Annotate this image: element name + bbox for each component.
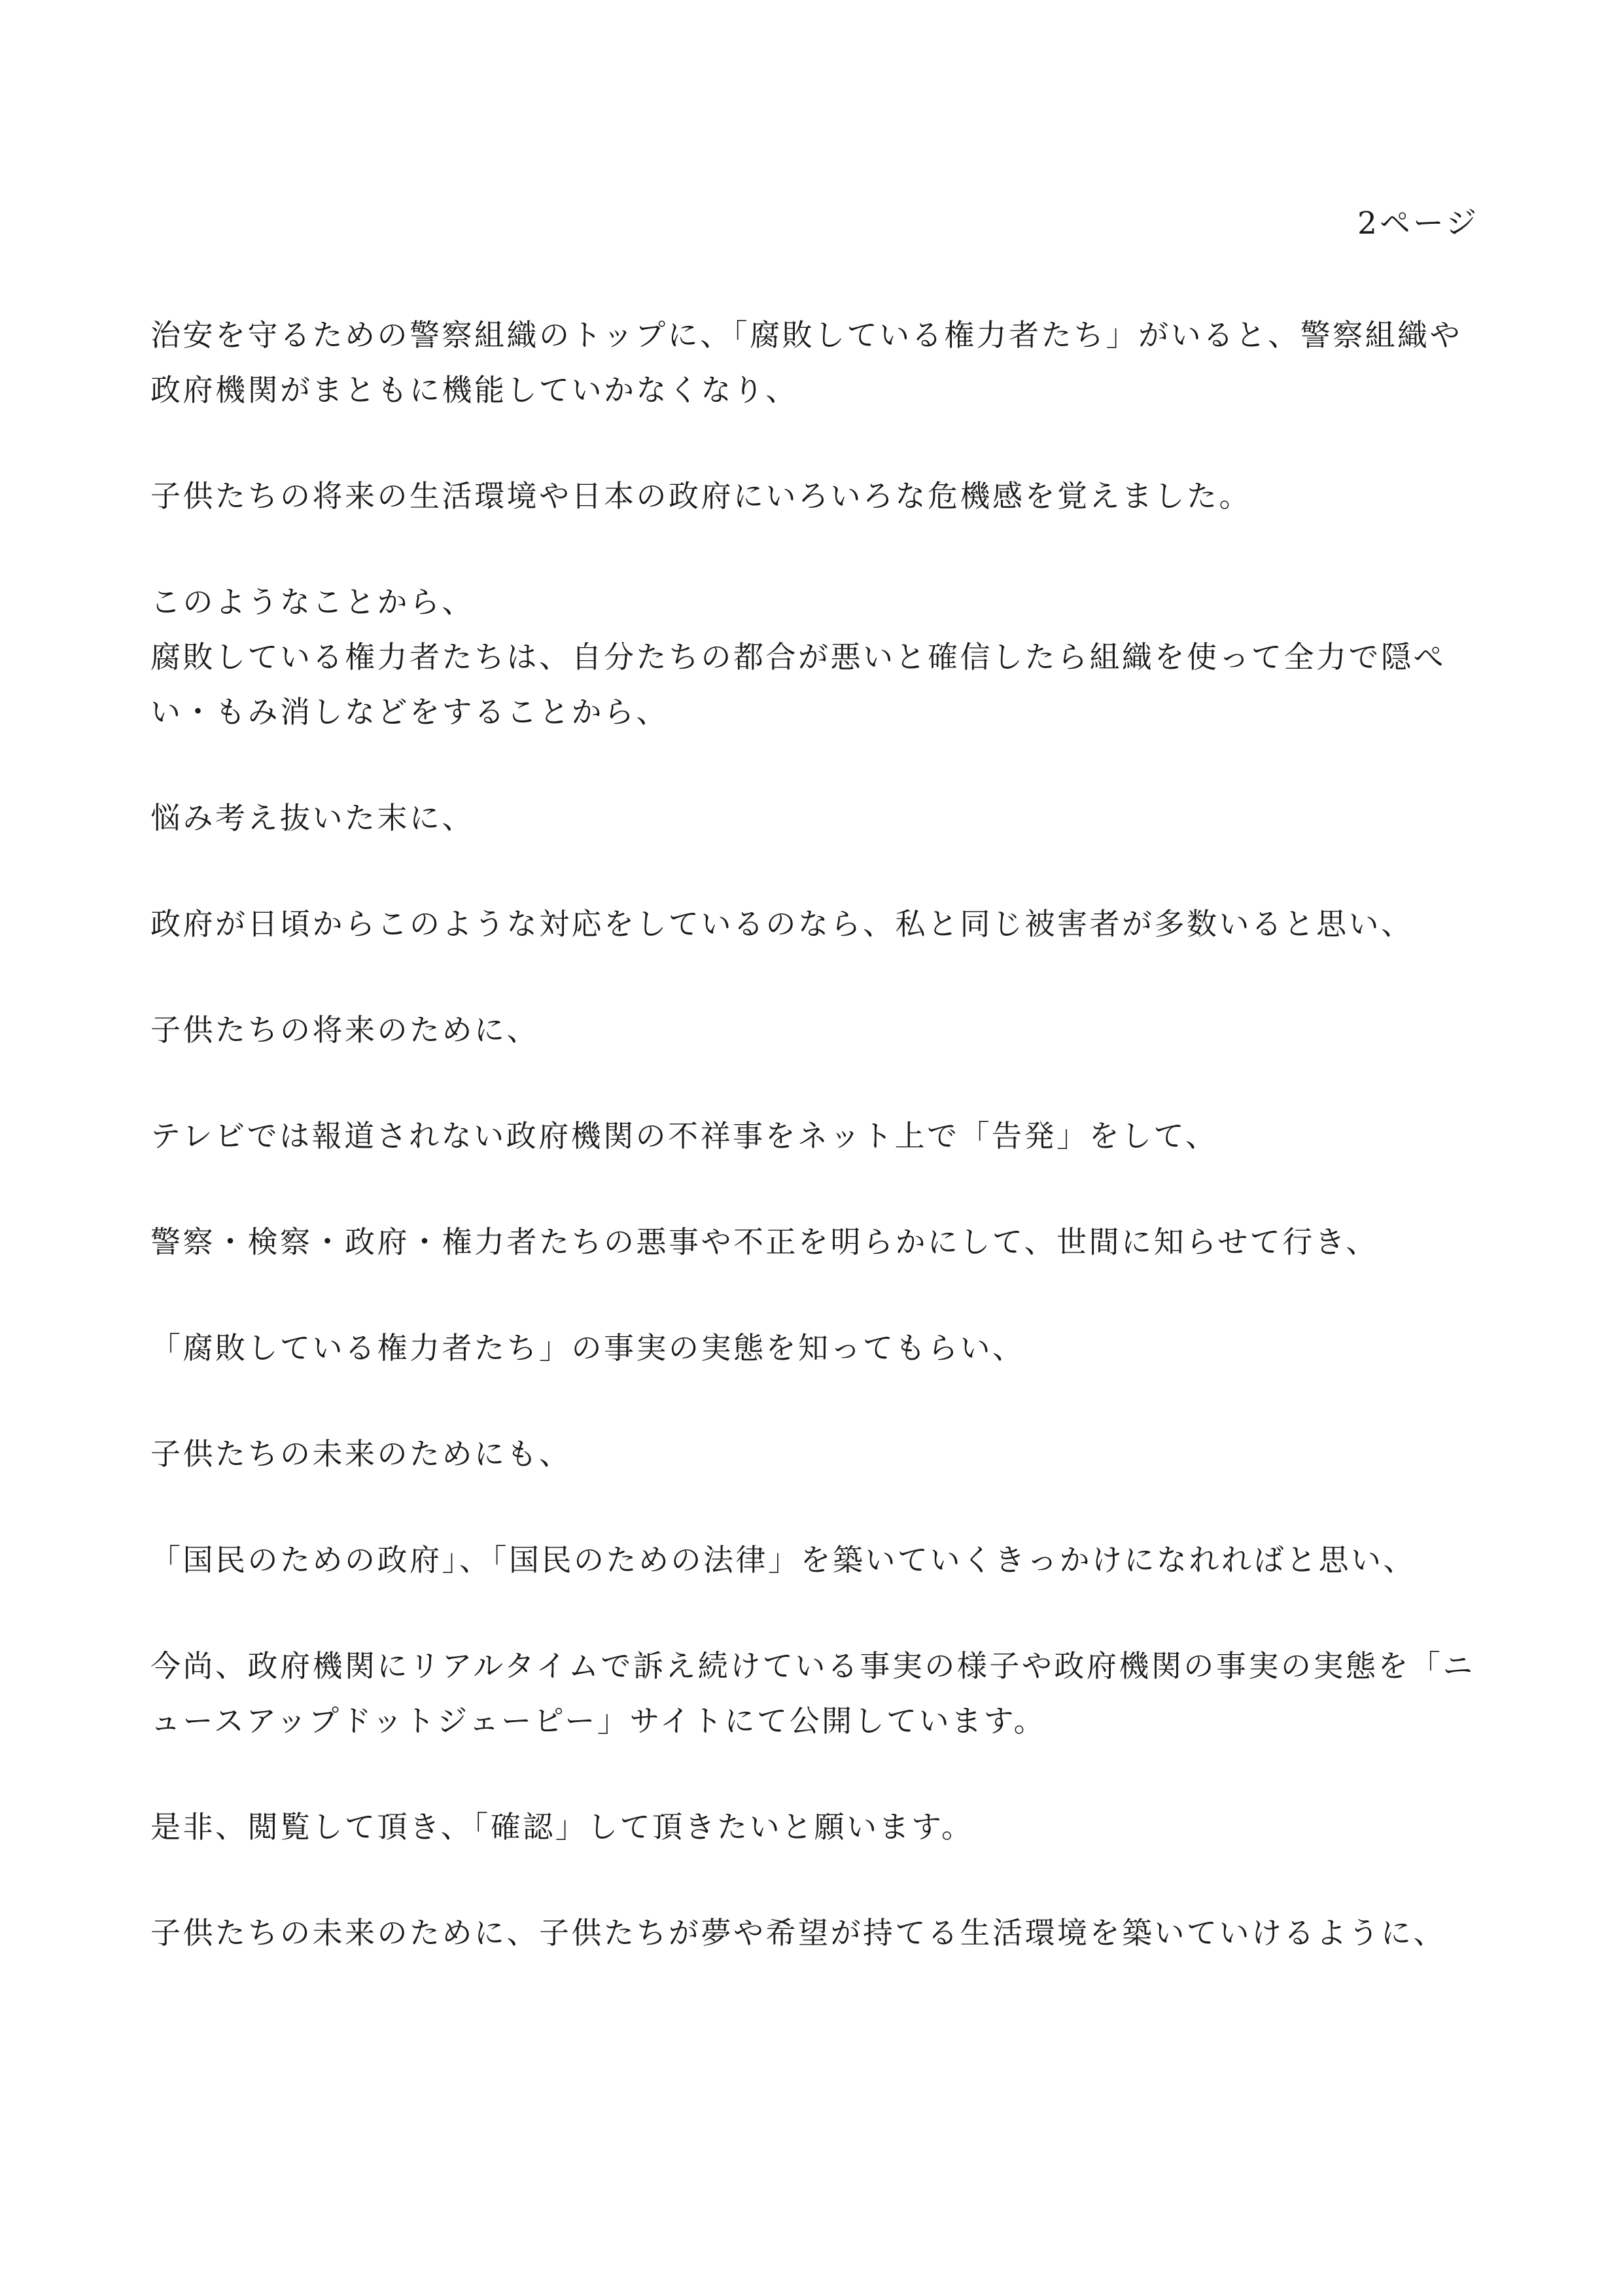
text-line: 今尚、政府機関にリアルタイムで訴え続けている事実の様子や政府機関の事実の実態を「ニ — [150, 1648, 1475, 1684]
text-line: 「国民のための政府」、「国民のための法律」を築いていくきっかけになれればと思い、 — [150, 1542, 1416, 1578]
text-line: 子供たちの未来のためにも、 — [150, 1436, 572, 1472]
text-line: このようなことから、 — [150, 584, 474, 620]
paragraph — [150, 896, 1478, 951]
body-text — [150, 308, 1478, 2011]
page-number: 2ページ — [1357, 205, 1479, 241]
paragraph — [150, 468, 1478, 523]
text-line: 子供たちの将来の生活環境や日本の政府にいろいろな危機感を覚えました。 — [150, 478, 1251, 514]
text-line: 子供たちの将来のために、 — [150, 1012, 539, 1048]
paragraph — [150, 1320, 1478, 1375]
text-line: 政府機関がまともに機能していかなくなり、 — [150, 372, 798, 408]
text-line: 腐敗している権力者たちは、自分たちの都合が悪いと確信したら組織を使って全力で隠ぺ — [150, 639, 1446, 675]
paragraph — [150, 1799, 1478, 1854]
paragraph — [150, 574, 1478, 629]
text-line: 是非、閲覧して頂き、「確認」して頂きたいと願います。 — [150, 1809, 974, 1845]
paragraph — [150, 1002, 1478, 1057]
text-line: 政府が日頃からこのような対応をしているのなら、私と同じ被害者が多数いると思い、 — [150, 906, 1414, 942]
paragraph — [150, 1905, 1478, 1960]
paragraph — [150, 1214, 1478, 1269]
text-line: 治安を守るための警察組織のトップに、「腐敗している権力者たち」がいると、警察組織や — [150, 317, 1463, 353]
text-line: 悩み考え抜いた末に、 — [150, 800, 474, 836]
paragraph — [150, 790, 1478, 845]
paragraph — [150, 1638, 1478, 1748]
paragraph — [150, 1108, 1478, 1163]
text-line: ュースアップドットジェーピー」サイトにて公開しています。 — [150, 1703, 1046, 1739]
paragraph — [150, 308, 1478, 417]
paragraph — [150, 629, 1478, 739]
paragraph — [150, 1532, 1478, 1587]
text-line: い・もみ消しなどをすることから、 — [150, 694, 669, 730]
text-line: 子供たちの未来のために、子供たちが夢や希望が持てる生活環境を築いていけるように、 — [150, 1915, 1446, 1951]
text-line: 警察・検察・政府・権力者たちの悪事や不正を明らかにして、世間に知らせて行き、 — [150, 1224, 1378, 1260]
text-line: テレビでは報道されない政府機関の不祥事をネット上で「告発」をして、 — [150, 1118, 1218, 1154]
paragraph — [150, 1426, 1478, 1481]
text-line: 「腐敗している権力者たち」の事実の実態を知ってもらい、 — [150, 1330, 1025, 1366]
